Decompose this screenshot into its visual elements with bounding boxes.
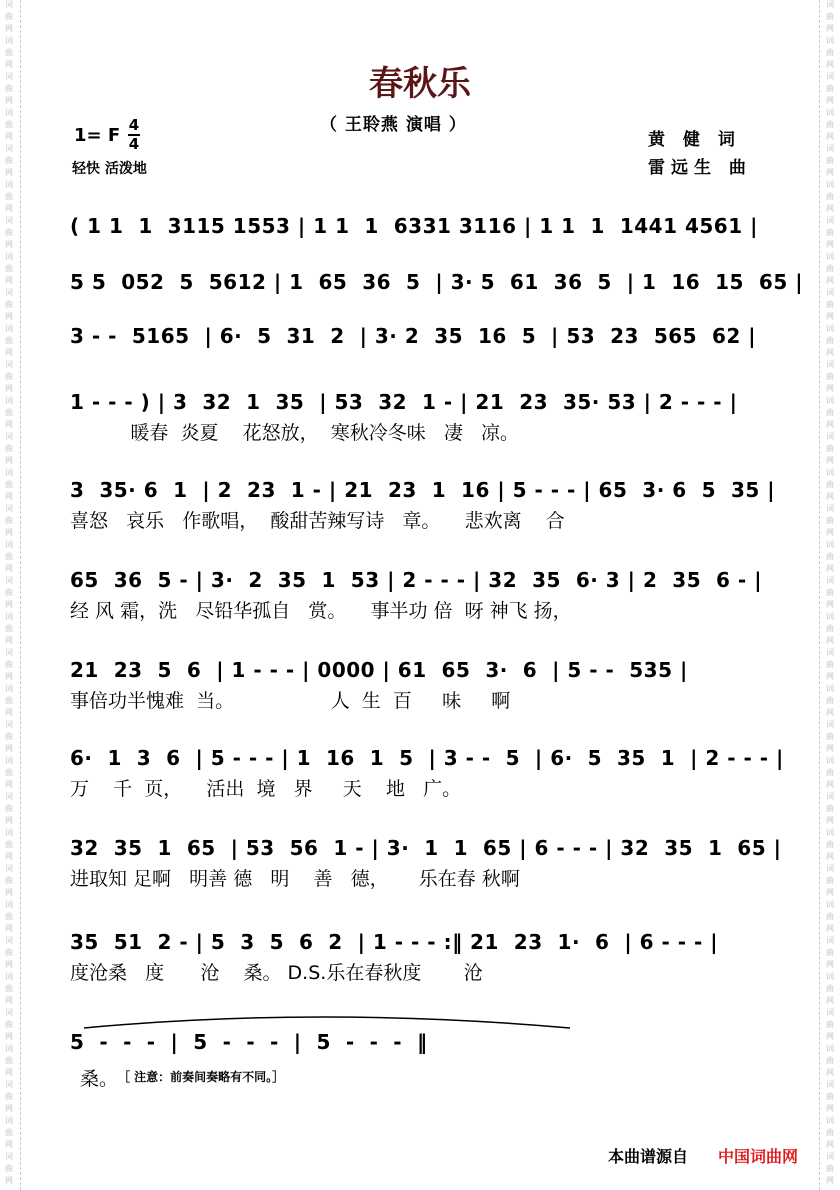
composer-credit: 雷远生 曲 bbox=[648, 158, 752, 178]
notation-line: 32 35 1 65 | 53 56 1 - | 3· 1 1 65 | 6 - - - | 32 35 1 65 | bbox=[70, 836, 782, 860]
watermark-char: 曲 bbox=[826, 624, 834, 633]
watermark-char: 网 bbox=[5, 312, 13, 321]
watermark-char: 词 bbox=[826, 0, 834, 9]
watermark-char: 网 bbox=[826, 672, 834, 681]
performer-line: （ 王聆燕 演唱 ） bbox=[320, 115, 467, 135]
watermark-char: 词 bbox=[826, 324, 834, 333]
watermark-char: 网 bbox=[5, 708, 13, 717]
watermark-char: 词 bbox=[5, 792, 13, 801]
watermark-char: 曲 bbox=[826, 156, 834, 165]
watermark-char: 曲 bbox=[5, 1128, 13, 1137]
watermark-char: 网 bbox=[5, 960, 13, 969]
lyric-line: 暖春 炎夏 花怒放， 寒秋冷冬味 凄 凉。 bbox=[70, 422, 519, 444]
watermark-char: 词 bbox=[826, 684, 834, 693]
score-row bbox=[70, 656, 770, 714]
score-row bbox=[70, 322, 770, 350]
watermark-char: 网 bbox=[826, 960, 834, 969]
watermark-char: 网 bbox=[5, 204, 13, 213]
watermark-char: 词 bbox=[5, 612, 13, 621]
watermark-char: 曲 bbox=[5, 48, 13, 57]
watermark-char: 词 bbox=[826, 144, 834, 153]
final-lyric: 桑。 bbox=[80, 1068, 119, 1090]
notation-line: 6· 1 3 6 | 5 - - - | 1 16 1 5 | 3 - - 5 | 6· 5 35 1 | 2 - - - | bbox=[70, 746, 784, 770]
key-signature: 1= F bbox=[74, 125, 121, 146]
watermark-char: 曲 bbox=[5, 1164, 13, 1173]
watermark-char: 曲 bbox=[826, 948, 834, 957]
watermark-char: 网 bbox=[5, 492, 13, 501]
watermark-char: 曲 bbox=[5, 372, 13, 381]
watermark-char: 网 bbox=[826, 1176, 834, 1185]
watermark-char: 曲 bbox=[5, 876, 13, 885]
score-row bbox=[70, 268, 803, 296]
watermark-char: 曲 bbox=[5, 1020, 13, 1029]
watermark-char: 网 bbox=[5, 1032, 13, 1041]
lyric-line: 进取知 足啊 明善 德 明 善 德， 乐在春 秋啊 bbox=[70, 868, 520, 890]
watermark-char: 网 bbox=[5, 60, 13, 69]
watermark-char: 网 bbox=[5, 744, 13, 753]
watermark-char: 词 bbox=[826, 648, 834, 657]
watermark-char: 曲 bbox=[5, 588, 13, 597]
watermark-char: 曲 bbox=[826, 336, 834, 345]
watermark-char: 词 bbox=[826, 792, 834, 801]
watermark-char: 词 bbox=[5, 108, 13, 117]
watermark-char: 网 bbox=[5, 168, 13, 177]
watermark-char: 网 bbox=[826, 492, 834, 501]
watermark-char: 词 bbox=[5, 360, 13, 369]
watermark-char: 曲 bbox=[5, 984, 13, 993]
watermark-char: 网 bbox=[826, 348, 834, 357]
watermark-char: 网 bbox=[826, 456, 834, 465]
watermark-char: 词 bbox=[5, 1080, 13, 1089]
watermark-char: 曲 bbox=[5, 228, 13, 237]
watermark-char: 词 bbox=[5, 648, 13, 657]
watermark-char: 网 bbox=[5, 528, 13, 537]
watermark-char: 网 bbox=[826, 132, 834, 141]
watermark-char: 曲 bbox=[5, 1092, 13, 1101]
watermark-char: 曲 bbox=[826, 1056, 834, 1065]
watermark-char: 曲 bbox=[826, 804, 834, 813]
watermark-char: 网 bbox=[5, 852, 13, 861]
watermark-char: 曲 bbox=[5, 156, 13, 165]
watermark-char: 网 bbox=[5, 1068, 13, 1077]
watermark-char: 词 bbox=[826, 612, 834, 621]
watermark-char: 词 bbox=[5, 72, 13, 81]
watermark-char: 网 bbox=[826, 276, 834, 285]
time-signature bbox=[128, 118, 140, 152]
watermark-char: 词 bbox=[826, 1152, 834, 1161]
watermark-char: 词 bbox=[5, 252, 13, 261]
watermark-char: 网 bbox=[5, 384, 13, 393]
watermark-char: 曲 bbox=[826, 1164, 834, 1173]
left-watermark-strip bbox=[0, 0, 21, 1190]
lyric-line: 事倍功半愧难 当。 人 生 百 味 啊 bbox=[70, 690, 511, 712]
watermark-char: 网 bbox=[826, 24, 834, 33]
watermark-char: 曲 bbox=[826, 192, 834, 201]
time-signature-top: 4 bbox=[128, 116, 140, 134]
watermark-char: 词 bbox=[826, 72, 834, 81]
watermark-char: 网 bbox=[5, 564, 13, 573]
watermark-char: 词 bbox=[5, 324, 13, 333]
watermark-char: 曲 bbox=[5, 444, 13, 453]
watermark-char: 曲 bbox=[826, 1092, 834, 1101]
watermark-char: 曲 bbox=[5, 300, 13, 309]
watermark-char: 词 bbox=[826, 396, 834, 405]
watermark-char: 曲 bbox=[5, 660, 13, 669]
watermark-char: 网 bbox=[5, 276, 13, 285]
watermark-char: 词 bbox=[826, 864, 834, 873]
tie-arc bbox=[80, 1012, 580, 1032]
watermark-char: 词 bbox=[5, 540, 13, 549]
footer-source-label: 本曲谱源自 bbox=[608, 1147, 689, 1166]
notation-line: 35 51 2 - | 5 3 5 6 2 | 1 - - - :‖ 21 23 1· 6 | 6 - - - | bbox=[70, 930, 719, 954]
watermark-char: 网 bbox=[826, 744, 834, 753]
right-watermark-strip bbox=[819, 0, 840, 1190]
watermark-char: 词 bbox=[5, 180, 13, 189]
watermark-char: 曲 bbox=[5, 696, 13, 705]
watermark-char: 词 bbox=[826, 756, 834, 765]
watermark-char: 曲 bbox=[826, 660, 834, 669]
watermark-char: 词 bbox=[5, 504, 13, 513]
watermark-char: 网 bbox=[826, 384, 834, 393]
watermark-char: 网 bbox=[826, 600, 834, 609]
watermark-char: 曲 bbox=[5, 948, 13, 957]
watermark-char: 网 bbox=[826, 312, 834, 321]
watermark-char: 曲 bbox=[826, 768, 834, 777]
watermark-char: 曲 bbox=[826, 120, 834, 129]
watermark-char: 词 bbox=[5, 1008, 13, 1017]
watermark-char: 词 bbox=[5, 972, 13, 981]
watermark-char: 网 bbox=[826, 1068, 834, 1077]
score-row bbox=[70, 212, 770, 240]
watermark-char: 曲 bbox=[826, 516, 834, 525]
watermark-char: 曲 bbox=[826, 48, 834, 57]
watermark-char: 曲 bbox=[5, 120, 13, 129]
watermark-char: 网 bbox=[826, 816, 834, 825]
lyric-line: 度沧桑 度 沧 桑。 D.S.乐在春秋度 沧 bbox=[70, 962, 483, 984]
watermark-char: 词 bbox=[826, 288, 834, 297]
watermark-char: 词 bbox=[826, 252, 834, 261]
watermark-char: 网 bbox=[826, 240, 834, 249]
notation-line: 1 - - - ) | 3 32 1 35 | 53 32 1 - | 21 23 35· 53 | 2 - - - | bbox=[70, 390, 738, 414]
watermark-char: 网 bbox=[5, 24, 13, 33]
watermark-char: 词 bbox=[826, 36, 834, 45]
score-row bbox=[70, 566, 770, 624]
watermark-char: 网 bbox=[5, 672, 13, 681]
watermark-char: 曲 bbox=[5, 840, 13, 849]
watermark-char: 网 bbox=[5, 456, 13, 465]
watermark-char: 词 bbox=[5, 936, 13, 945]
watermark-char: 词 bbox=[5, 144, 13, 153]
watermark-char: 词 bbox=[5, 684, 13, 693]
score-row bbox=[70, 1028, 770, 1056]
watermark-char: 词 bbox=[826, 1008, 834, 1017]
watermark-char: 网 bbox=[826, 60, 834, 69]
watermark-char: 网 bbox=[5, 1140, 13, 1149]
watermark-char: 词 bbox=[5, 468, 13, 477]
watermark-char: 网 bbox=[5, 240, 13, 249]
watermark-char: 词 bbox=[826, 360, 834, 369]
performance-note: ［ 注意：前奏间奏略有不同。］ bbox=[118, 1070, 285, 1084]
watermark-char: 网 bbox=[5, 1176, 13, 1185]
time-signature-bottom: 4 bbox=[128, 135, 140, 153]
footer-site-link[interactable]: 中国词曲网 bbox=[718, 1147, 799, 1166]
watermark-char: 词 bbox=[826, 504, 834, 513]
watermark-char: 曲 bbox=[826, 840, 834, 849]
watermark-char: 曲 bbox=[826, 84, 834, 93]
watermark-char: 曲 bbox=[826, 444, 834, 453]
watermark-char: 词 bbox=[826, 432, 834, 441]
watermark-char: 曲 bbox=[5, 264, 13, 273]
watermark-char: 曲 bbox=[826, 300, 834, 309]
watermark-char: 词 bbox=[826, 216, 834, 225]
watermark-char: 网 bbox=[826, 924, 834, 933]
watermark-char: 网 bbox=[5, 600, 13, 609]
watermark-char: 曲 bbox=[826, 264, 834, 273]
watermark-char: 词 bbox=[826, 576, 834, 585]
watermark-char: 词 bbox=[5, 1152, 13, 1161]
watermark-char: 网 bbox=[826, 204, 834, 213]
watermark-char: 网 bbox=[826, 1140, 834, 1149]
watermark-char: 词 bbox=[5, 396, 13, 405]
watermark-char: 曲 bbox=[5, 192, 13, 201]
watermark-char: 曲 bbox=[826, 588, 834, 597]
watermark-char: 网 bbox=[826, 420, 834, 429]
notation-line: 5 - - - | 5 - - - | 5 - - - ‖ bbox=[70, 1030, 428, 1054]
watermark-char: 曲 bbox=[826, 1128, 834, 1137]
watermark-char: 曲 bbox=[826, 12, 834, 21]
watermark-char: 网 bbox=[5, 96, 13, 105]
watermark-char: 网 bbox=[826, 96, 834, 105]
watermark-char: 网 bbox=[826, 1032, 834, 1041]
watermark-char: 网 bbox=[5, 888, 13, 897]
watermark-char: 词 bbox=[826, 108, 834, 117]
lyric-line: 经 风 霜，洗 尽铅华孤自 赏。 事半功 倍 呀 神飞 扬， bbox=[70, 600, 572, 622]
watermark-char: 曲 bbox=[826, 984, 834, 993]
watermark-char: 曲 bbox=[826, 1020, 834, 1029]
watermark-char: 曲 bbox=[5, 336, 13, 345]
watermark-char: 曲 bbox=[5, 624, 13, 633]
watermark-char: 词 bbox=[5, 864, 13, 873]
watermark-char: 网 bbox=[826, 852, 834, 861]
watermark-char: 词 bbox=[5, 720, 13, 729]
watermark-char: 词 bbox=[826, 900, 834, 909]
watermark-char: 网 bbox=[826, 1104, 834, 1113]
watermark-char: 网 bbox=[5, 420, 13, 429]
watermark-char: 网 bbox=[5, 636, 13, 645]
notation-line: 65 36 5 - | 3· 2 35 1 53 | 2 - - - | 32 35 6· 3 | 2 35 6 - | bbox=[70, 568, 762, 592]
watermark-char: 曲 bbox=[5, 768, 13, 777]
watermark-char: 词 bbox=[826, 1044, 834, 1053]
watermark-char: 词 bbox=[5, 432, 13, 441]
watermark-char: 曲 bbox=[826, 732, 834, 741]
notation-line: 21 23 5 6 | 1 - - - | 0000 | 61 65 3· 6 | 5 - - 535 | bbox=[70, 658, 688, 682]
watermark-char: 词 bbox=[826, 720, 834, 729]
watermark-char: 词 bbox=[5, 36, 13, 45]
watermark-char: 曲 bbox=[826, 228, 834, 237]
watermark-char: 词 bbox=[826, 828, 834, 837]
watermark-char: 曲 bbox=[5, 408, 13, 417]
watermark-char: 曲 bbox=[826, 480, 834, 489]
score-row bbox=[70, 744, 784, 802]
watermark-char: 网 bbox=[5, 1104, 13, 1113]
watermark-char: 曲 bbox=[5, 516, 13, 525]
watermark-char: 曲 bbox=[826, 876, 834, 885]
watermark-char: 曲 bbox=[5, 552, 13, 561]
notation-line: 5 5 052 5 5612 | 1 65 36 5 | 3· 5 61 36 5 | 1 16 15 65 | bbox=[70, 270, 803, 294]
watermark-char: 曲 bbox=[5, 12, 13, 21]
score-row bbox=[70, 834, 782, 892]
watermark-char: 词 bbox=[826, 468, 834, 477]
watermark-char: 词 bbox=[5, 1116, 13, 1125]
watermark-char: 网 bbox=[5, 132, 13, 141]
score-row bbox=[70, 388, 770, 446]
lyric-line: 喜怒 哀乐 作歌唱， 酸甜苦辣写诗 章。 悲欢离 合 bbox=[70, 510, 565, 532]
score-row bbox=[70, 476, 776, 534]
watermark-char: 词 bbox=[5, 216, 13, 225]
watermark-char: 网 bbox=[826, 564, 834, 573]
watermark-char: 曲 bbox=[5, 732, 13, 741]
watermark-char: 曲 bbox=[5, 84, 13, 93]
watermark-char: 曲 bbox=[5, 804, 13, 813]
watermark-char: 网 bbox=[826, 780, 834, 789]
watermark-char: 网 bbox=[5, 996, 13, 1005]
watermark-char: 网 bbox=[5, 780, 13, 789]
watermark-char: 词 bbox=[5, 1044, 13, 1053]
notation-line: 3 35· 6 1 | 2 23 1 - | 21 23 1 16 | 5 - - - | 65 3· 6 5 35 | bbox=[70, 478, 776, 502]
watermark-char: 曲 bbox=[826, 696, 834, 705]
watermark-char: 网 bbox=[826, 996, 834, 1005]
notation-line: ( 1 1 1 3115 1553 | 1 1 1 6331 3116 | 1 1 1 1441 4561 | bbox=[70, 214, 758, 238]
lyric-line: 万 千 页， 活出 境 界 天 地 广。 bbox=[70, 778, 462, 800]
watermark-char: 词 bbox=[826, 1080, 834, 1089]
watermark-char: 曲 bbox=[5, 480, 13, 489]
watermark-char: 曲 bbox=[826, 552, 834, 561]
watermark-char: 曲 bbox=[826, 372, 834, 381]
watermark-char: 词 bbox=[5, 828, 13, 837]
notation-line: 3 - - 5165 | 6· 5 31 2 | 3· 2 35 16 5 | 53 23 565 62 | bbox=[70, 324, 757, 348]
watermark-char: 网 bbox=[5, 816, 13, 825]
watermark-char: 网 bbox=[5, 348, 13, 357]
watermark-char: 词 bbox=[826, 540, 834, 549]
watermark-char: 词 bbox=[826, 1116, 834, 1125]
tempo-marking: 轻快 活泼地 bbox=[72, 161, 147, 177]
watermark-char: 词 bbox=[826, 936, 834, 945]
watermark-char: 曲 bbox=[826, 912, 834, 921]
watermark-char: 词 bbox=[5, 900, 13, 909]
watermark-char: 曲 bbox=[5, 912, 13, 921]
watermark-char: 网 bbox=[826, 708, 834, 717]
watermark-char: 网 bbox=[826, 636, 834, 645]
score-row bbox=[70, 928, 770, 986]
song-title: 春秋乐 bbox=[369, 64, 471, 104]
lyricist-credit: 黄 健 词 bbox=[648, 130, 741, 150]
watermark-char: 词 bbox=[5, 576, 13, 585]
watermark-char: 网 bbox=[826, 168, 834, 177]
watermark-char: 曲 bbox=[5, 1056, 13, 1065]
watermark-char: 词 bbox=[5, 0, 13, 9]
watermark-char: 曲 bbox=[826, 408, 834, 417]
watermark-char: 网 bbox=[826, 888, 834, 897]
watermark-char: 网 bbox=[826, 528, 834, 537]
watermark-char: 词 bbox=[5, 288, 13, 297]
watermark-char: 词 bbox=[826, 180, 834, 189]
watermark-char: 网 bbox=[5, 924, 13, 933]
watermark-char: 词 bbox=[5, 756, 13, 765]
watermark-char: 词 bbox=[826, 972, 834, 981]
